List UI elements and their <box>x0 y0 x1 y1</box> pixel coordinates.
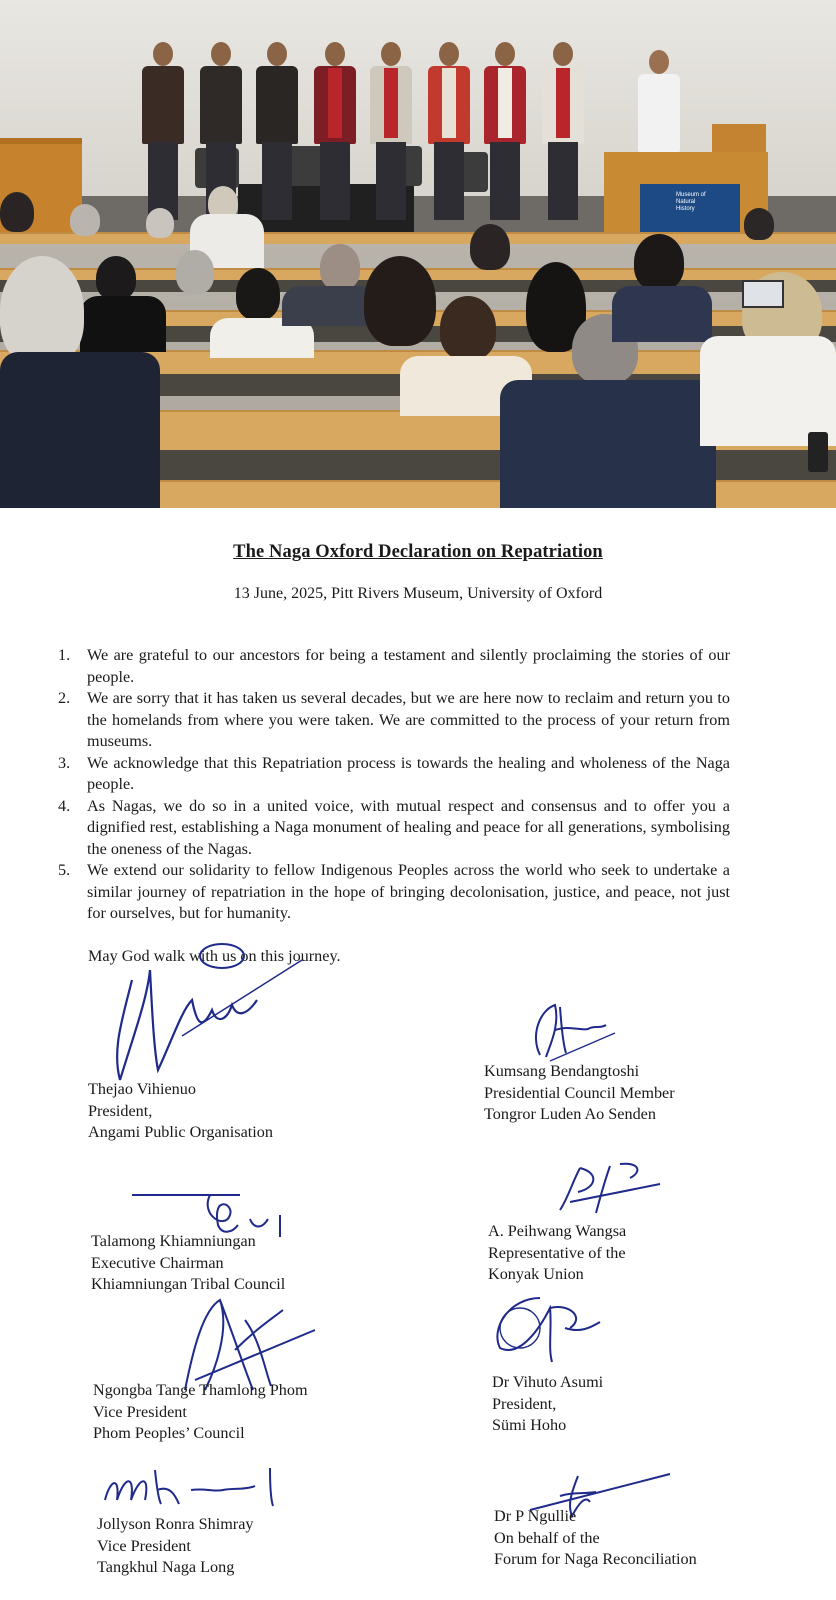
item-number: 3. <box>58 753 71 772</box>
delegate <box>366 42 416 222</box>
signatory-org: Phom Peoples’ Council <box>93 1424 245 1442</box>
item-number: 4. <box>58 796 71 815</box>
audience-member <box>0 192 34 232</box>
audience-member <box>176 250 214 294</box>
signatory-phom <box>93 1380 308 1445</box>
delegate <box>424 42 474 222</box>
signature-bendangtoshi <box>520 995 620 1065</box>
signature-shimray <box>95 1460 285 1520</box>
declaration-date-place: 13 June, 2025, Pitt Rivers Museum, University of Oxford <box>233 585 603 602</box>
item-text: As Nagas, we do so in a united voice, with mutual respect and consensus and to offer you a dignified rest, establishing a Naga monument of healing and peace for all generations, symbolising the oneness of the Nagas. <box>87 796 730 858</box>
signatory-khiamniungan <box>91 1231 285 1296</box>
declaration-list <box>55 645 730 925</box>
audience-member <box>612 286 712 342</box>
list-item <box>55 860 730 925</box>
signatory-org: Tangkhul Naga Long <box>97 1558 235 1576</box>
desk-row <box>0 232 836 244</box>
signatory-bendangtoshi <box>484 1061 675 1126</box>
audience-member <box>236 268 280 320</box>
item-text: We extend our solidarity to fellow Indigenous Peoples across the world who seek to undertake a similar journey of repatriation in the hope of bringing decolonisation, justice, and peace, not just for ourselves, but for humanity. <box>87 861 730 922</box>
signatory-role: President, <box>88 1101 153 1120</box>
signatory-org: Khiamniungan Tribal Council <box>91 1275 286 1293</box>
phone-camera <box>808 432 828 472</box>
signatory-role: Vice President <box>97 1536 191 1555</box>
signatory-role: On behalf of the <box>494 1528 600 1547</box>
list-item <box>55 753 730 796</box>
signatory-role: Presidential Council Member <box>484 1083 675 1102</box>
signatory-name: Kumsang Bendangtoshi <box>484 1062 640 1080</box>
signatory-role: Vice President <box>93 1402 187 1421</box>
delegate <box>138 42 188 222</box>
audience-member <box>744 208 774 240</box>
item-text: We acknowledge that this Repatriation process is towards the healing and wholeness of the Naga people. <box>87 753 730 793</box>
blessing-line: May God walk with us on this journey. <box>88 947 341 965</box>
signatory-org: Tongror Luden Ao Senden <box>484 1105 656 1123</box>
audience-member <box>146 208 174 238</box>
lectern-sign-line: Natural <box>676 199 696 205</box>
list-item <box>55 688 730 753</box>
event-photo <box>0 0 836 508</box>
delegate <box>310 42 360 222</box>
signatory-wangsa <box>488 1221 626 1286</box>
item-text: We are sorry that it has taken us several decades, but we are here now to reclaim and return you to the homelands from where you were taken. We are committed to the process of your return from museums. <box>87 689 730 750</box>
signatory-org: Angami Public Organisation <box>88 1123 273 1141</box>
signatory-org: Sümi Hoho <box>492 1416 567 1434</box>
signatory-name: Dr P Ngullie <box>494 1507 577 1525</box>
delegate <box>252 42 302 222</box>
signature-wangsa <box>550 1158 680 1218</box>
delegate <box>538 42 588 222</box>
signatory-shimray <box>97 1514 253 1579</box>
audience-member <box>80 296 166 352</box>
signatory-role: Executive Chairman <box>91 1253 224 1272</box>
audience-member <box>700 336 836 446</box>
audience-member <box>470 224 510 270</box>
list-item <box>55 796 730 861</box>
signatory-role: Representative of the <box>488 1243 626 1262</box>
phone-camera <box>742 280 784 308</box>
audience-member <box>440 296 496 360</box>
lectern-sign-line: Museum of <box>676 192 706 198</box>
audience-member <box>364 256 436 346</box>
list-item <box>55 645 730 688</box>
item-number: 5. <box>58 861 71 879</box>
signatory-role: President, <box>492 1394 557 1413</box>
delegate <box>480 42 530 222</box>
signatory-ngullie <box>494 1506 697 1571</box>
signatory-name: Thejao Vihienuo <box>88 1080 196 1098</box>
audience-member <box>96 256 136 300</box>
signature-vihienuo <box>92 940 322 1090</box>
audience-member <box>634 234 684 290</box>
signature-asumi <box>490 1288 620 1368</box>
item-text: We are grateful to our ancestors for being a testament and silently proclaiming the stories of our people. <box>87 646 730 686</box>
item-number: 1. <box>58 646 71 664</box>
audience-member <box>0 256 84 366</box>
declaration-title: The Naga Oxford Declaration on Repatriation <box>233 542 603 562</box>
item-number: 2. <box>58 689 71 707</box>
signatory-vihienuo <box>88 1079 273 1144</box>
audience-member <box>0 352 160 508</box>
audience-member <box>70 204 100 236</box>
audience-member <box>320 244 360 290</box>
signatory-org: Forum for Naga Reconciliation <box>494 1550 697 1568</box>
lectern-sign <box>640 184 740 238</box>
signatory-name: Talamong Khiamniungan <box>91 1232 256 1250</box>
signatory-name: Jollyson Ronra Shimray <box>97 1515 254 1533</box>
signatory-org: Konyak Union <box>488 1265 584 1283</box>
signatory-asumi <box>492 1372 603 1437</box>
audience-member <box>500 380 716 508</box>
signatory-name: Ngongba Tange Thamlong Phom <box>93 1381 308 1399</box>
signatory-name: Dr Vihuto Asumi <box>492 1373 604 1391</box>
lectern-sign-line: History <box>676 206 695 212</box>
signatory-name: A. Peihwang Wangsa <box>488 1222 627 1240</box>
